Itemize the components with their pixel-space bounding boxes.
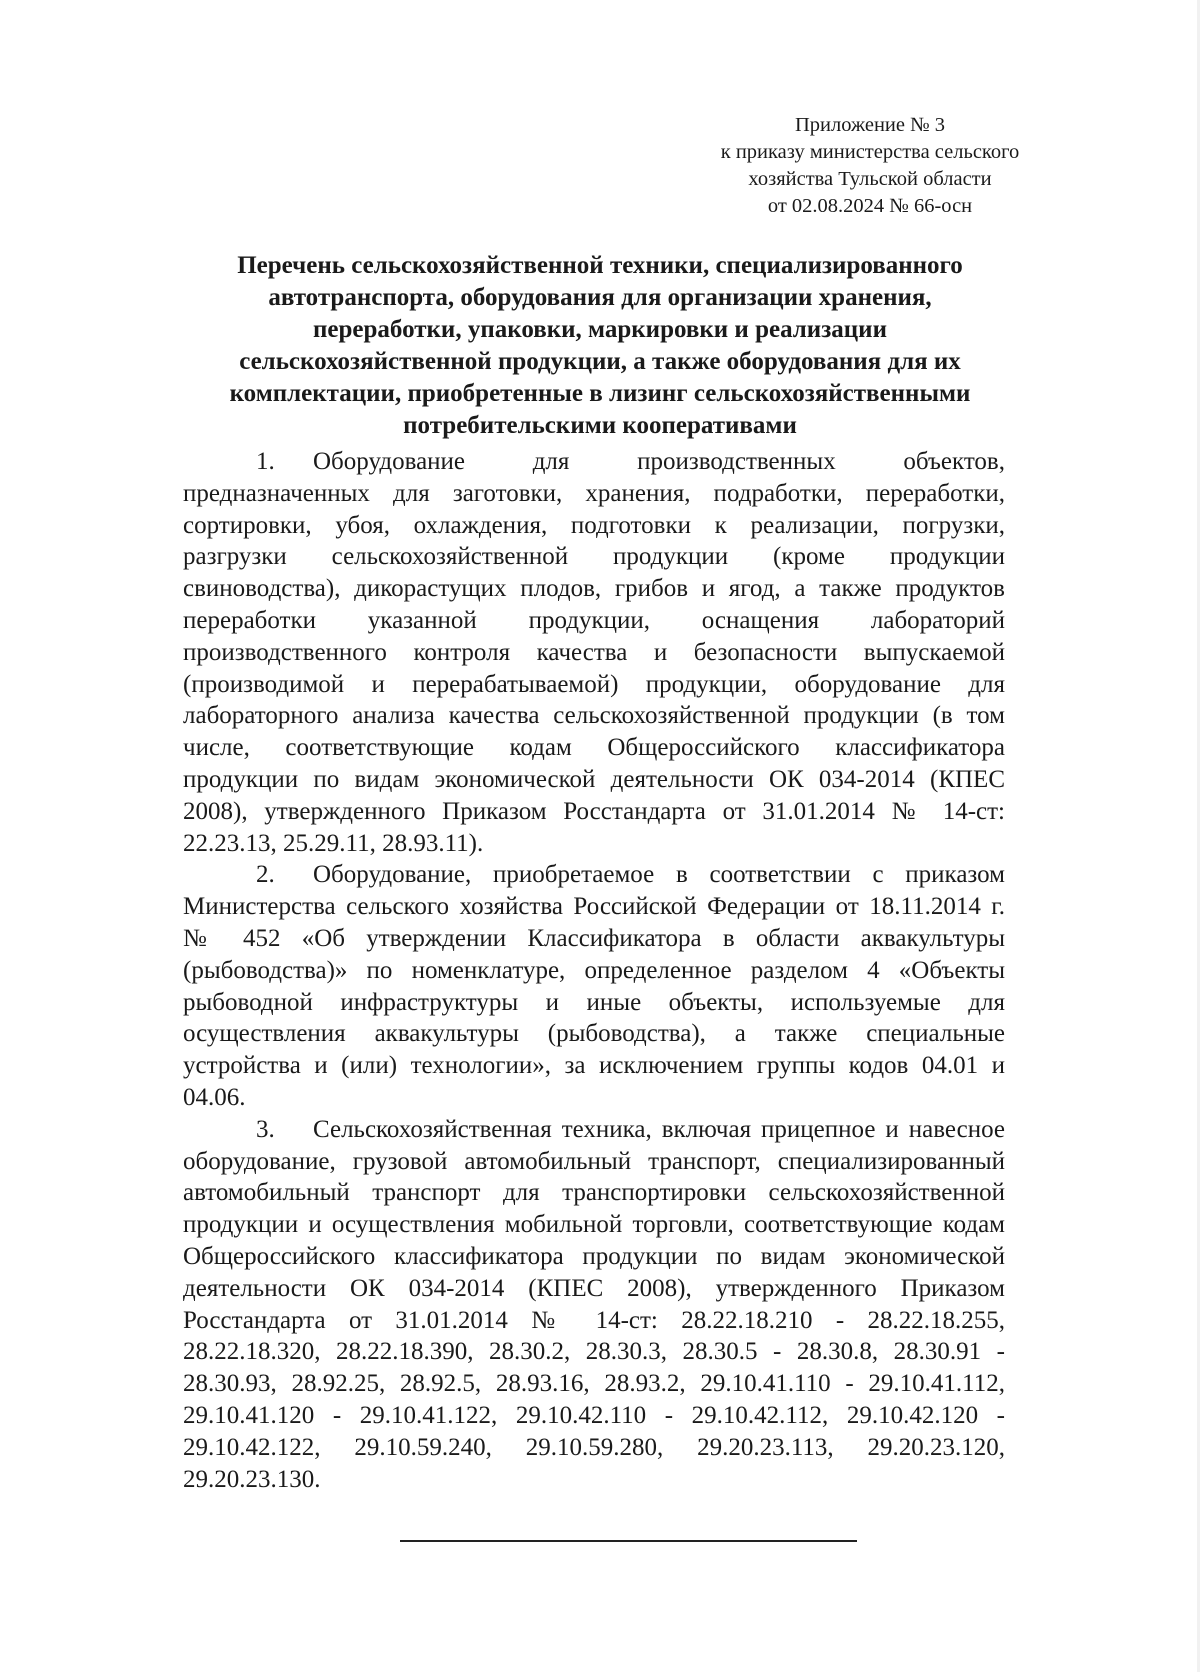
document-body (183, 446, 1005, 1495)
list-item (183, 1114, 1005, 1496)
item-text: Оборудование для производственных объектов, предназначенных для заготовки, хранения, подработки, переработки, сортировки, убоя, охлаждения, подготовки к реализации, погрузки, разгрузки сельскохозяйственной продукции (кроме продукции свиноводства), дикорастущих плодов, грибов и ягод, а также продуктов переработки указанной продукции, оснащения лабораторий производственного контроля качества и безопасности выпускаемой (производимой и перерабатываемой) продукции, оборудование для лабораторного анализа качества сельскохозяйственной продукции (в том числе, соответствующие кодам Общероссийского классификатора продукции по видам экономической деятельности ОК 034-2014 (КПЕС 2008), утвержденного Приказом Росстандарта от 31.01.2014 № 14-ст: 22.23.13, 25.29.11, 28.93.11). (183, 448, 1005, 857)
title-line: Перечень сельскохозяйственной техники, специализированного (237, 252, 963, 279)
title-line: переработки, упаковки, маркировки и реализации (313, 316, 887, 343)
item-number: 2. (256, 861, 275, 889)
appendix-number: Приложение № 3 (794, 114, 946, 136)
document-title (170, 250, 1030, 442)
title-line: сельскохозяйственной продукции, а также оборудования для их (239, 348, 961, 375)
item-text: Оборудование, приобретаемое в соответствии с приказом Министерства сельского хозяйства Российской Федерации от 18.11.2014 г. № 452 «Об утверждении Классификатора в области аквакультуры (рыбоводства)» по номенклатуре, определенное разделом 4 «Объекты рыбоводной инфраструктуры и иные объекты, используемые для осуществления аквакультуры (рыбоводства), а также специальные устройства и (или) технологии», за исключением группы кодов 04.01 и 04.06. (183, 861, 1005, 1111)
appendix-order-date: от 02.08.2024 № 66-осн (767, 195, 973, 217)
title-line: комплектации, приобретенные в лизинг сельскохозяйственными (229, 380, 971, 407)
list-item (183, 859, 1005, 1113)
appendix-order-authority: хозяйства Тульской области (748, 168, 992, 190)
item-number: 1. (256, 448, 275, 475)
closing-rule (400, 1540, 857, 1542)
list-item (183, 446, 1005, 859)
appendix-header (655, 112, 1085, 220)
title-line: автотранспорта, оборудования для организации хранения, (268, 284, 932, 311)
title-line: потребительскими кооперативами (403, 412, 797, 439)
appendix-order-ref: к приказу министерства сельского (720, 141, 1020, 163)
item-number: 3. (256, 1115, 275, 1143)
item-text: Сельскохозяйственная техника, включая прицепное и навесное оборудование, грузовой автомобильный транспорт, специализированный автомобильный транспорт для транспортировки сельскохозяйственной продукции и осуществления мобильной торговли, соответствующие кодам Общероссийского классификатора продукции по видам экономической деятельности ОК 034-2014 (КПЕС 2008), утвержденного Приказом Росстандарта от 31.01.2014 № 14-ст: 28.22.18.210 - 28.22.18.255, 28.22.18.320, 28.22.18.390, 28.30.2, 28.30.3, 28.30.5 - 28.30.8, 28.30.91 - 28.30.93, 28.92.25, 28.92.5, 28.93.16, 28.93.2, 29.10.41.110 - 29.10.41.112, 29.10.41.120 - 29.10.41.122, 29.10.42.110 - 29.10.42.112, 29.10.42.120 - 29.10.42.122, 29.10.59.240, 29.10.59.280, 29.20.23.113, 29.20.23.120, 29.20.23.130. (183, 1115, 1005, 1493)
